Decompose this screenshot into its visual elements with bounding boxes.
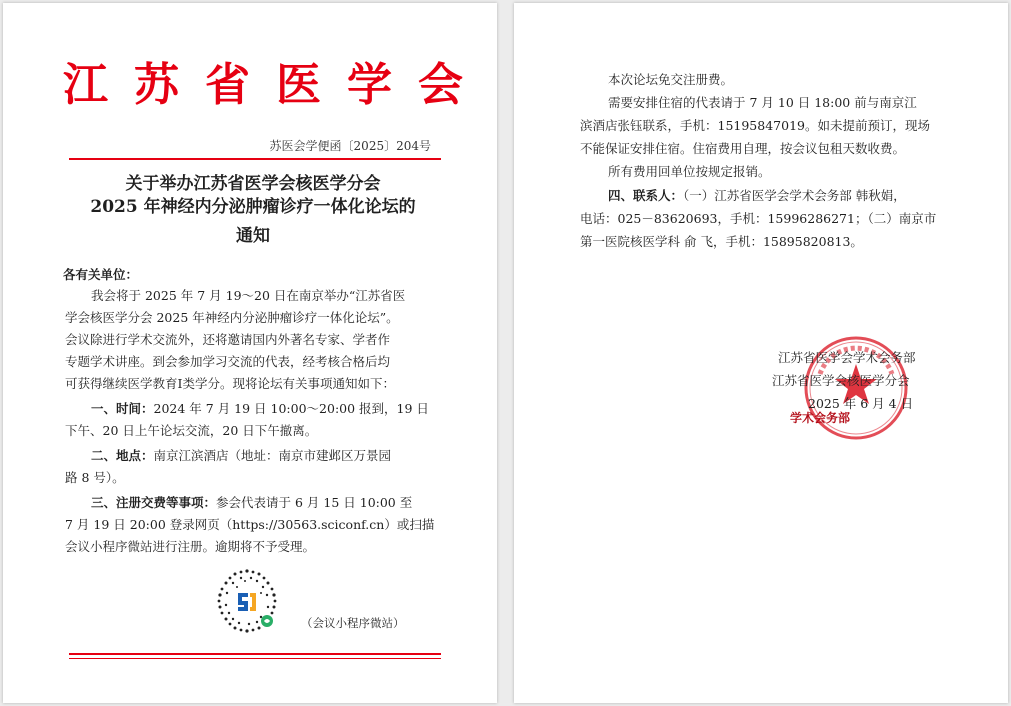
red-header-rule xyxy=(69,158,441,160)
contact-line-2: 电话：025－83620693，手机：15996286271；（二）南京市 xyxy=(580,211,937,226)
place-text: 南京江滨酒店（地址：南京市建邺区万景园 xyxy=(153,448,392,463)
registration-label: 三、注册交费等事项： xyxy=(91,495,217,510)
org-title: 江苏省医学会 xyxy=(63,58,490,111)
qr-code-icon[interactable] xyxy=(211,565,283,637)
intro-line: 学会核医学分会 2025 年神经内分泌肿瘤诊疗一体化论坛”。 xyxy=(65,310,399,325)
contact-label: 四、联系人： xyxy=(608,188,684,203)
place-line-1 xyxy=(91,448,391,464)
registration-line-1 xyxy=(91,495,412,511)
seal-text: 学术会务部 xyxy=(790,411,851,425)
addressee: 各有关单位： xyxy=(63,267,139,282)
signature-org-1: 江苏省医学会学术会务部 xyxy=(778,350,916,365)
doc-title-line-1: 关于举办江苏省医学会核医学分会 xyxy=(125,174,381,194)
intro-line: 专题学术讲座。到会参加学习交流的代表，经考核合格后均 xyxy=(65,354,391,369)
red-footer-rule xyxy=(69,653,441,655)
intro-line: 可获得继续医学教育Ⅰ类学分。现将论坛有关事项通知如下： xyxy=(65,376,395,391)
place-line-2: 路 8 号）。 xyxy=(65,470,125,485)
place-label: 二、地点： xyxy=(91,448,154,463)
lodging-line-2: 滨酒店张钰联系，手机：15195847019。如未提前预订，现场 xyxy=(580,118,930,133)
time-line-1 xyxy=(91,401,429,417)
registration-text: 参会代表请于 6 月 15 日 10:00 至 xyxy=(216,495,413,510)
intro-line: 我会将于 2025 年 7 月 19～20 日在南京举办“江苏省医 xyxy=(91,288,406,303)
time-text: 2024 年 7 月 19 日 10:00～20:00 报到，19 日 xyxy=(153,401,429,416)
signature-org-2: 江苏省医学会核医学分会 xyxy=(772,373,910,388)
contact-text: （一）江苏省医学会学术会务部 韩秋娟， xyxy=(683,188,906,203)
document-page-2 xyxy=(514,3,1008,703)
contact-line-3: 第一医院核医学科 俞 飞，手机：15895820813。 xyxy=(580,234,863,249)
fee-line: 本次论坛免交注册费。 xyxy=(608,72,734,87)
time-label: 一、时间： xyxy=(91,401,154,416)
contact-line-1 xyxy=(608,188,906,204)
signature-date: 2025 年 6 月 4 日 xyxy=(808,396,914,411)
time-line-2: 下午、20 日上午论坛交流，20 日下午撤离。 xyxy=(65,423,318,438)
qr-caption: （会议小程序微站） xyxy=(301,616,405,630)
document-number: 苏医会学便函〔2025〕204号 xyxy=(269,139,431,153)
document-page-1 xyxy=(3,3,497,703)
red-footer-rule-thin xyxy=(69,658,441,659)
lodging-line-3: 不能保证安排住宿。住宿费用自理，按会议包租天数收费。 xyxy=(580,141,906,156)
lodging-line-1: 需要安排住宿的代表请于 7 月 10 日 18:00 前与南京江 xyxy=(608,95,917,110)
registration-line-3: 会议小程序微站进行注册。逾期将不予受理。 xyxy=(65,539,316,554)
reimbursement-line: 所有费用回单位按规定报销。 xyxy=(608,164,771,179)
intro-line: 会议除进行学术交流外，还将邀请国内外著名专家、学者作 xyxy=(65,332,391,347)
registration-line-2: 7 月 19 日 20:00 登录网页（https://30563.sciconf.cn）或扫描 xyxy=(65,517,435,532)
doc-title-line-3: 通知 xyxy=(236,226,270,246)
doc-title-line-2: 2025 年神经内分泌肿瘤诊疗一体化论坛的 xyxy=(90,197,416,217)
